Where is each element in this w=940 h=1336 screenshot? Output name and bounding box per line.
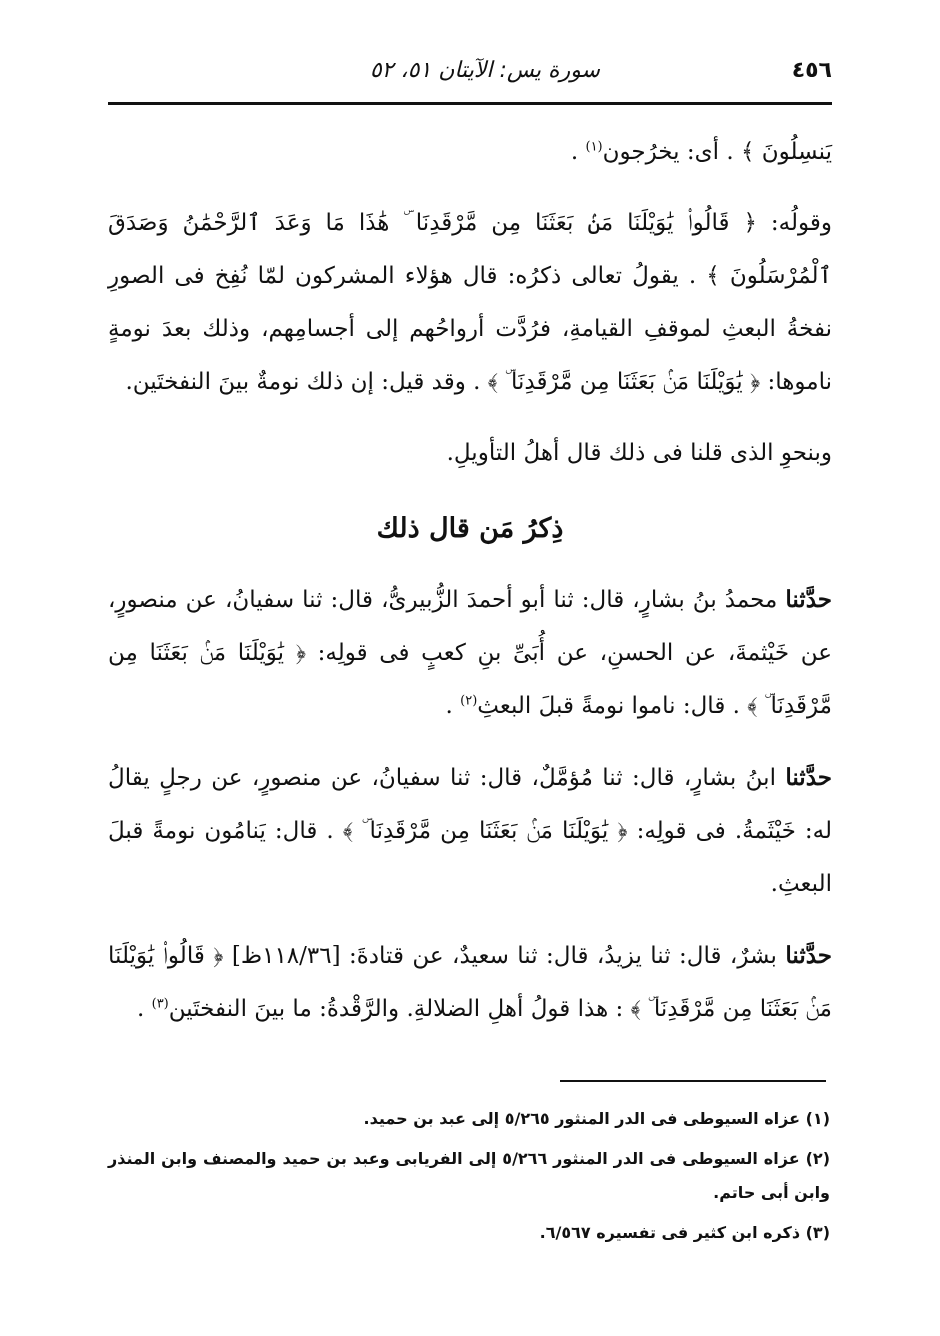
- page-body: [108, 126, 832, 1054]
- footnote: (٢) عزاه السيوطى فى الدر المنثور ٥/٢٦٦ إلى الفريابى وعبد بن حميد والمصنف وابن المنذر وابن أبى حاتم.: [108, 1149, 830, 1202]
- paragraph-text: . يقولُ تعالى ذكرُه: قال هؤلاء المشركون لمّا نُفِخ فى الصورِ نفخةُ البعثِ لموقفِ القيامةِ، فرُدَّت أرواحُهم إلى أجسامِهم، وذلك بعدَ نومةٍ ناموها:: [108, 263, 832, 395]
- footnote-ref: (٢): [460, 693, 478, 709]
- paragraph-lead: وقولُه:: [770, 210, 832, 236]
- paragraph-text: . قال: ناموا نومةً قبلَ البعثِ: [477, 693, 740, 719]
- paragraph-end: .: [570, 139, 579, 165]
- running-title: سورة يس: الآيتان ٥١، ٥٢: [369, 58, 600, 83]
- narration-lead: حدَّثنا: [785, 942, 833, 969]
- footnote: (٣) ذكره ابن كثير فى تفسيره ٦/٥٦٧.: [539, 1223, 830, 1242]
- paragraph-text: . قال: يَنامُون نومةً قبلَ البعثِ.: [108, 818, 832, 897]
- paragraph-text: . أى: يخرُجون: [602, 139, 734, 165]
- paragraph-4: [108, 573, 832, 733]
- quran-verse: ﴿ يَٰوَيْلَنَا مَنۢ بَعَثَنَا مِن مَّرْقَدِنَا ۜ ﴾: [342, 818, 628, 844]
- narration-lead: حدَّثنا: [785, 586, 832, 613]
- paragraph-2: [108, 197, 832, 409]
- paragraph-5: [108, 751, 832, 911]
- paragraph-text: ابنُ بشارٍ، قال: ثنا مُؤمَّلٌ، قال: ثنا سفيانُ، عن منصورٍ، عن رجلٍ يقالُ له: خَيْثَمةُ. فى قولِه:: [108, 765, 833, 844]
- quran-verse: ﴿ يَٰوَيْلَنَا مَنۢ بَعَثَنَا مِن مَّرْقَدِنَا ۜ ﴾: [108, 640, 832, 719]
- quran-verse: يَنسِلُونَ ﴾: [740, 139, 832, 165]
- footnote-ref: (١): [585, 139, 603, 155]
- paragraph-end: .: [445, 693, 453, 719]
- paragraph-end: .: [136, 996, 145, 1022]
- paragraph-text: : هذا قولُ أهلِ الضلالةِ. والرَّقْدةُ: ما بينَ النفختَين: [168, 996, 624, 1022]
- quran-verse: ﴿ قَالُوا۟ يَٰوَيْلَنَا مَنۢ بَعَثَنَا مِن مَّرْقَدِنَا ۜ ﴾: [108, 943, 832, 1022]
- footnote: (١) عزاه السيوطى فى الدر المنثور ٥/٢٦٥ إلى عبد بن حميد.: [363, 1109, 830, 1128]
- footnote-ref: (٣): [151, 996, 169, 1012]
- footnote-divider: [560, 1080, 826, 1082]
- paragraph-1: [108, 126, 832, 179]
- paragraph-text: . وقد قيل: إن ذلك نومةٌ بينَ النفختَين.: [125, 369, 481, 395]
- section-heading: ذِكرُ مَن قال ذلك: [376, 513, 564, 544]
- narration-lead: حدَّثنا: [785, 764, 832, 791]
- paragraph-text: بشرٌ، قال: ثنا يزيدُ، قال: ثنا سعيدٌ، عن قتادةَ: [١١٨/٣٦ظ]: [231, 943, 777, 969]
- paragraph-3: وبنحوِ الذى قلنا فى ذلك قال أهلُ التأويلِ.: [446, 440, 832, 466]
- paragraph-text: محمدُ بنُ بشارٍ، قال: ثنا أبو أحمدَ الزُّبيرىُّ، قال: ثنا سفيانُ، عن منصورٍ، عن خَيْثمةَ، عن الحسنِ، عن أُبَىِّ بنِ كعبٍ فى قولِه:: [108, 587, 833, 666]
- quran-verse: ﴿ يَٰوَيْلَنَا مَنۢ بَعَثَنَا مِن مَّرْقَدِنَا ۜ ﴾: [487, 369, 761, 395]
- header-divider: [108, 102, 832, 105]
- paragraph-6: [108, 929, 832, 1036]
- quran-verse: ﴿ قَالُوا۟ يَٰوَيْلَنَا مَنۢ بَعَثَنَا مِن مَّرْقَدِنَا ۜ هَٰذَا مَا وَعَدَ ٱلرَّحْمَٰنُ وَصَدَقَ ٱلْمُرْسَلُونَ ﴾: [108, 210, 832, 289]
- page-number: ٤٥٦: [791, 58, 832, 83]
- footnotes: [108, 1102, 830, 1256]
- page-header: [110, 58, 832, 98]
